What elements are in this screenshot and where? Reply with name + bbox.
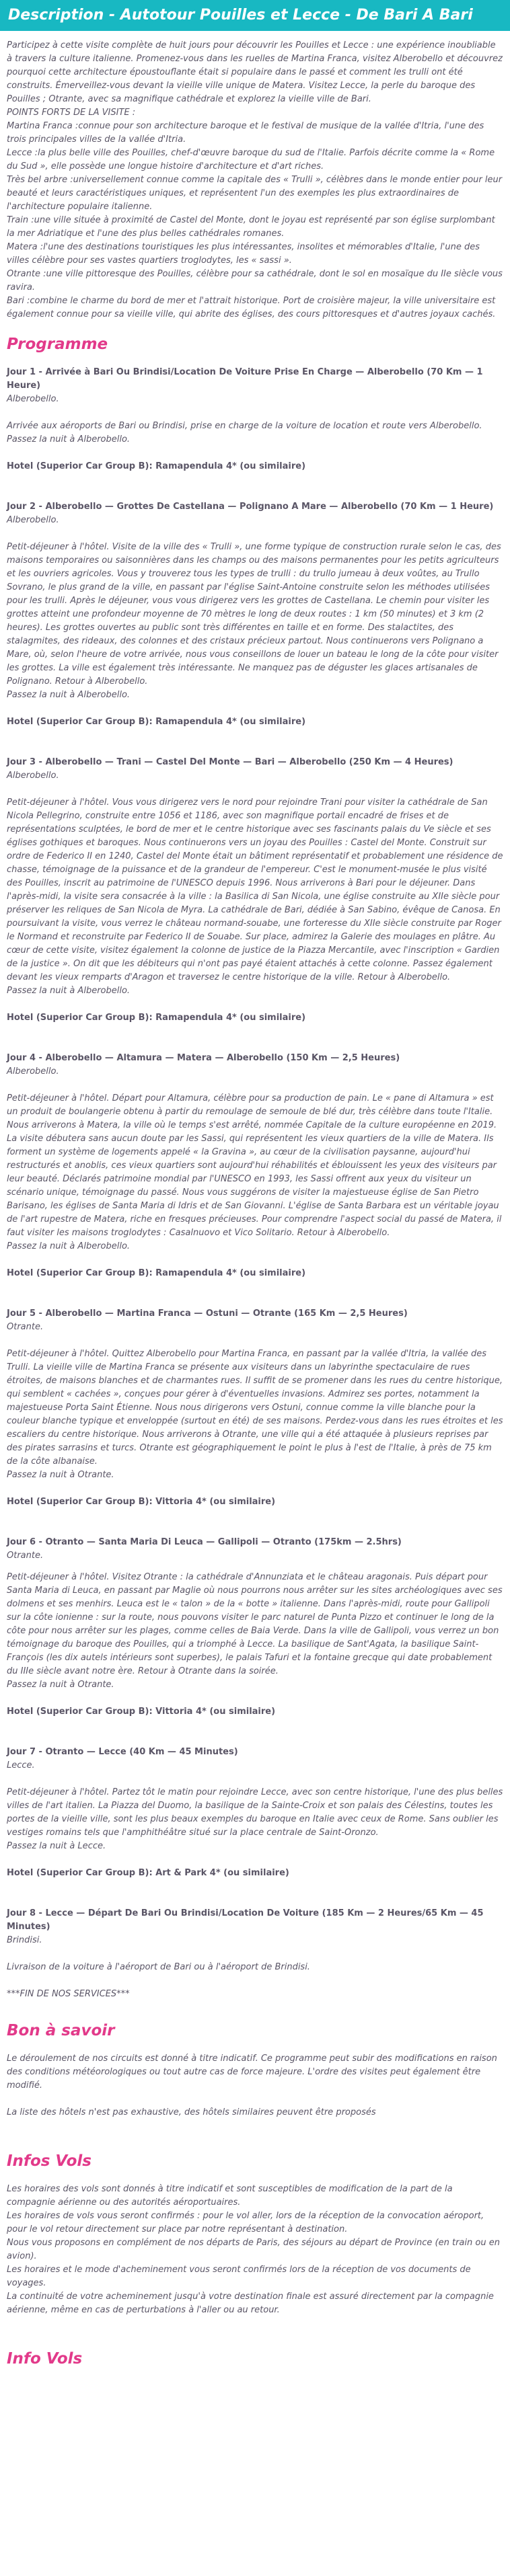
day-title: Jour 2 - Alberobello — Grottes De Castellana — Polignano A Mare — Alberobello (70 Km — 1 Heure) (7, 502, 494, 512)
day-city: Alberobello. (7, 771, 59, 781)
day-hotel: Hotel (Superior Car Group B): Vittoria 4* (ou similaire) (7, 1707, 276, 1717)
day-city: Otrante. (7, 1322, 44, 1332)
day-city: Alberobello. (7, 394, 59, 404)
programme-heading: Programme (7, 336, 108, 353)
end-of-services: ***FIN DE NOS SERVICES*** (7, 1989, 130, 1999)
day-block (7, 1307, 503, 1509)
bon-a-savoir-text: Le déroulement de nos circuits est donné à titre indicatif. Ce programme peut subir des modifications en raison des conditions météorologiques ou tout autre cas de force majeure. L'ordre des visites peut également être modifié. (7, 2054, 497, 2091)
day-title: Jour 6 - Otranto — Santa Maria Di Leuca — Gallipoli — Otranto (175km — 2.5hrs) (7, 1537, 402, 1547)
day-night: Passez la nuit à Alberobello. (7, 434, 131, 444)
infos-vols-line: Les horaires des vols sont donnés à titre indicatif et sont susceptibles de modification de la part de la compagnie aérienne ou des autorités aéroportuaires. (7, 2184, 453, 2208)
day-hotel: Hotel (Superior Car Group B): Ramapendula 4* (ou similaire) (7, 461, 306, 471)
day-text: Petit-déjeuner à l'hôtel. Partez tôt le matin pour rejoindre Lecce, avec son centre historique, l'une des plus belles villes de l'art italien. La Piazza del Duomo, la basilique de la Sainte-Croix et son palais des Célestins, toutes les portes de la vieille ville, sont les plus beaux exemples du baroque en Italie avec ceux de Rome. Sans oublier les vestiges romains tels que l'amphithéâtre situé sur la place centrale de Saint-Oronzo. (7, 1787, 503, 1838)
intro-highlight: Train :une ville située à proximité de Castel del Monte, dont le joyau est représenté par son église surplombant la mer Adriatique et l'une des plus belles cathédrales romanes. (7, 215, 495, 239)
day-night: Passez la nuit à Otrante. (7, 1470, 114, 1480)
day-title: Jour 8 - Lecce — Départ De Bari Ou Brindisi/Location De Voiture (185 Km — 2 Heures/65 Km — 45 Minutes) (7, 1908, 484, 1932)
day-night: Passez la nuit à Otrante. (7, 1680, 114, 1690)
day-text: Petit-déjeuner à l'hôtel. Visitez Otrante : la cathédrale d'Annunziata et le château aragonais. Puis départ pour Santa Maria di Leuca, en passant par Maglie où nous pourrons nous arrêter sur les sites archéologiques avec ses dolmens et ses menhirs. Leuca est le « talon » de la « botte » italienne. Dans l'après-midi, route pour Gallipoli sur la côte ionienne : sur la route, nous pouvons visiter le parc naturel de Punta Pizzo et continuer le long de la côte pour nous arrêter sur les plages, comme celles de Baia Verde. Dans la ville de Gallipoli, vous verrez un bon témoignage du baroque des Pouilles, qui a triomphé à Lecce. La basilique de Sant'Agata, la basilique Saint-François (les dix autels intérieurs sont superbes), le palais Tafuri et la fontaine grecque qui date probablement du IIIe siècle avant notre ère. Retour à Otrante dans la soirée. (7, 1572, 503, 1676)
day-block (7, 1052, 503, 1280)
day-block (7, 500, 503, 729)
day-hotel: Hotel (Superior Car Group B): Ramapendula 4* (ou similaire) (7, 1013, 306, 1023)
day-city: Otrante. (7, 1551, 44, 1561)
infos-vols-line: Nous vous proposons en complément de nos départs de Paris, des séjours au départ de Province (en train ou en avion). (7, 2238, 500, 2261)
day-text: Petit-déjeuner à l'hôtel. Quittez Alberobello pour Martina Franca, en passant par la vallée d'Itria, la vallée des Trulli. La vieille ville de Martina Franca se présente aux visiteurs dans un labyrinthe spectaculaire de rues étroites, de maisons blanches et de charmantes rues. Il suffit de se promener dans les rues du centre historique, qui semblent « cachées », conçues pour gérer à d'éventuelles invasions. Admirez ses portes, notamment la majestueuse Porta Saint Étienne. Nous nous dirigerons vers Ostuni, connue comme la ville blanche pour la couleur blanche typique et enveloppée (surtout en été) de ses maisons. Perdez-vous dans les rues étroites et les escaliers du centre historique. Nous arriverons à Otrante, une ville qui a été attaquée à plusieurs reprises par des pirates sarrasins et turcs. Otrante est géographiquement le point le plus à l'est de l'Italie, à près de 75 km de la côte albanaise. (7, 1349, 503, 1467)
day-text: Petit-déjeuner à l'hôtel. Départ pour Altamura, célèbre pour sa production de pain. Le « pane di Altamura » est un produit de boulangerie obtenu à partir du remoulage de semoule de blé dur, très célèbre dans toute l'Italie. Nous arriverons à Matera, la ville où le temps s'est arrêté, nommée Capitale de la culture européenne en 2019. La visite débutera sans aucun doute par les Sassi, qui représentent les vieux quartiers de la ville de Matera. Ils forment un système de logements appelé « la Gravina », au cœur de la civilisation paysanne, aujourd'hui restructurés et anoblis, ces vieux quartiers sont aujourd'hui réhabilités et éblouissent les yeux des visiteurs par leur beauté. Déclarés patrimoine mondial par l'UNESCO en 1993, les Sassi offrent aux yeux du visiteur un scénario unique, témoignage du passé. Nous vous suggérons de visiter la majestueuse église de San Pietro Barisano, les églises de Santa Maria di Idris et de San Giovanni. L'église de Santa Barbara est un véritable joyau de l'art rupestre de Matera, riche en fresques précieuses. Pour comprendre l'aspect social du passé de Matera, il faut visiter les maisons troglodytes : Casalnuovo et Vico Solitario. Retour à Alberobello. (7, 1093, 502, 1238)
intro-highlight: Lecce :la plus belle ville des Pouilles, chef-d'œuvre baroque du sud de l'Italie. Parfois décrite comme la « Rome du Sud », elle possède une longue histoire d'architecture et d'art riches. (7, 148, 495, 171)
day-text: Petit-déjeuner à l'hôtel. Vous vous dirigerez vers le nord pour rejoindre Trani pour visiter la cathédrale de San Nicola Pellegrino, construite entre 1056 et 1186, avec son magnifique portail encadré de frises et de représentations sculptées, le bord de mer et le centre historique avec ses fascinants palais du Ve siècle et ses églises gothiques et baroques. Nous continuerons vers un joyau des Pouilles : Castel del Monte. Construit sur ordre de Federico II en 1240, Castel del Monte était un bâtiment représentatif et probablement une résidence de chasse, témoignage de la puissance et de la grandeur de l'empereur. C'est le monument-musée le plus visité des Pouilles, inscrit au patrimoine de l'UNESCO depuis 1996. Nous arriverons à Bari pour le déjeuner. Dans l'après-midi, la visite sera consacrée à la ville : la Basilica di San Nicola, une église construite au XIIe siècle pour préserver les reliques de San Nicola de Myra. La cathédrale de Bari, dédiée à San Sabino, évêque de Canosa. En poursuivant la visite, vous verrez le château normand-souabe, une forteresse du XIIe siècle construite par Roger le Normand et reconstruite par Federico II de Souabe. Sur place, admirez la Galerie des moulages en plâtre. Au cœur de cette visite, visitez également la colonne de justice de la Piazza Mercantile, avec l'inscription « Gardien de la justice ». On dit que les débiteurs qui n'ont pas payé étaient attachés à cette colonne. Passez également devant les vieux remparts d'Aragon et traversez le centre historique de la ville. Retour à Alberobello. (7, 797, 503, 982)
intro-highlights-heading: POINTS FORTS DE LA VISITE : (7, 108, 136, 118)
day-city: Lecce. (7, 1760, 35, 1770)
intro-highlight: Otrante :une ville pittoresque des Pouilles, célèbre pour sa cathédrale, dont le sol en mosaïque du IIe siècle vous ravira. (7, 269, 503, 292)
day-title: Jour 1 - Arrivée à Bari Ou Brindisi/Location De Voiture Prise En Charge — Alberobello (70 Km — 1 Heure) (7, 367, 483, 391)
day-text: Livraison de la voiture à l'aéroport de Bari ou à l'aéroport de Brindisi. (7, 1962, 310, 1972)
day-title: Jour 4 - Alberobello — Altamura — Matera — Alberobello (150 Km — 2,5 Heures) (7, 1053, 400, 1063)
infos-vols-line: Les horaires et le mode d'acheminement vous seront confirmés lors de la réception de vos documents de voyages. (7, 2265, 471, 2288)
intro-highlight: Très bel arbre :universellement connue comme la capitale des « Trulli », célèbres dans le monde entier pour leur beauté et leurs caractéristiques uniques, et représentent l'un des exemples les plus extraordinaires de l'architecture populaire italienne. (7, 175, 503, 212)
day-block (7, 1907, 503, 2001)
content (0, 31, 510, 2370)
bon-a-savoir-text: La liste des hôtels n'est pas exhaustive, des hôtels similaires peuvent être proposés (7, 2107, 376, 2117)
day-hotel: Hotel (Superior Car Group B): Ramapendula 4* (ou similaire) (7, 1268, 306, 1278)
day-night: Passez la nuit à Alberobello. (7, 690, 131, 700)
infos-vols-line: La continuité de votre acheminement jusqu'à votre destination finale est assuré directement par la compagnie aérienne, même en cas de perturbations à l'aller ou au retour. (7, 2292, 494, 2315)
intro-highlight: Martina Franca :connue pour son architecture baroque et le festival de musique de la vallée d'Itria, l'une des trois principales villes de la vallée d'Itria. (7, 121, 484, 145)
bon-a-savoir-heading: Bon à savoir (7, 2022, 115, 2039)
intro (7, 39, 503, 321)
day-hotel: Hotel (Superior Car Group B): Art & Park 4* (ou similaire) (7, 1868, 289, 1878)
day-hotel: Hotel (Superior Car Group B): Vittoria 4* (ou similaire) (7, 1497, 276, 1507)
day-text: Arrivée aux aéroports de Bari ou Brindisi, prise en charge de la voiture de location et route vers Alberobello. (7, 421, 482, 431)
intro-highlight: Matera :l'une des destinations touristiques les plus intéressantes, insolites et mémorables d'Italie, l'une des villes célèbre pour ses vastes quartiers troglodytes, les « sassi ». (7, 242, 480, 266)
day-block (7, 756, 503, 1025)
day-city: Alberobello. (7, 515, 59, 525)
intro-paragraph: Participez à cette visite complète de huit jours pour découvrir les Pouilles et Lecce : une expérience inoubliable à travers la culture italienne. Promenez-vous dans les ruelles de Martina Franca, visitez Alberobello et découvrez pourquoi cette architecture époustouflante était si populaire dans le passé et comment les trulli ont été construits. Émerveillez-vous devant la vieille ville unique de Matera. Visitez Lecce, la perle du baroque des Pouilles ; Otrante, avec sa magnifique cathédrale et explorez la vieille ville de Bari. (7, 40, 503, 104)
day-block (7, 1746, 503, 1880)
infos-vols-heading: Infos Vols (7, 2152, 92, 2170)
day-text: Petit-déjeuner à l'hôtel. Visite de la ville des « Trulli », une forme typique de construction rurale selon le cas, des maisons temporaires ou saisonnières dans les champs ou des maisons permanentes pour les petits agriculteurs et les ouvriers agricoles. Vous y trouverez tous les types de trulli : du trullo jumeau à deux voûtes, au Trullo Sovrano, le plus grand de la ville, en passant par l'église Saint-Antoine construite selon les méthodes utilisées pour les trulli. Après le déjeuner, vous vous dirigerez vers les grottes de Castellana. Le chemin pour visiter les grottes atteint une profondeur moyenne de 70 mètres le long de deux routes : 1 km (50 minutes) et 3 km (2 heures). Les grottes ouvertes au public sont très différentes en taille et en forme. Des stalactites, des stalagmites, des rideaux, des colonnes et des cristaux précieux partout. Nous continuerons vers Polignano a Mare, où, selon l'heure de votre arrivée, nous vous conseillons de louer un bateau le long de la côte pour visiter les grottes. La ville est également très intéressante. Ne manquez pas de déguster les glaces artisanales de Polignano. Retour à Alberobello. (7, 542, 501, 687)
info-vols-heading: Info Vols (7, 2350, 83, 2368)
infos-vols-line: Les horaires de vols vous seront confirmés : pour le vol aller, lors de la réception de la convocation aéroport, pour le vol retour directement sur place par notre représentant à destination. (7, 2211, 484, 2234)
day-title: Jour 3 - Alberobello — Trani — Castel Del Monte — Bari — Alberobello (250 Km — 4 Heures) (7, 757, 453, 767)
day-night: Passez la nuit à Alberobello. (7, 986, 131, 996)
day-city: Brindisi. (7, 1935, 42, 1945)
day-block (7, 1536, 503, 1719)
day-night: Passez la nuit à Lecce. (7, 1841, 106, 1851)
day-title: Jour 7 - Otranto — Lecce (40 Km — 45 Minutes) (7, 1747, 238, 1757)
day-night: Passez la nuit à Alberobello. (7, 1241, 131, 1251)
day-city: Alberobello. (7, 1066, 59, 1077)
day-block (7, 366, 503, 473)
page-title: Description - Autotour Pouilles et Lecce - De Bari A Bari (0, 0, 510, 31)
day-title: Jour 5 - Alberobello — Martina Franca — Ostuni — Otrante (165 Km — 2,5 Heures) (7, 1309, 408, 1319)
day-hotel: Hotel (Superior Car Group B): Ramapendula 4* (ou similaire) (7, 717, 306, 727)
intro-highlight: Bari :combine le charme du bord de mer et l'attrait historique. Port de croisière majeur, la ville universitaire est également connue pour sa vieille ville, qui abrite des églises, des cours pittoresques et d'autres joyaux cachés. (7, 296, 496, 319)
